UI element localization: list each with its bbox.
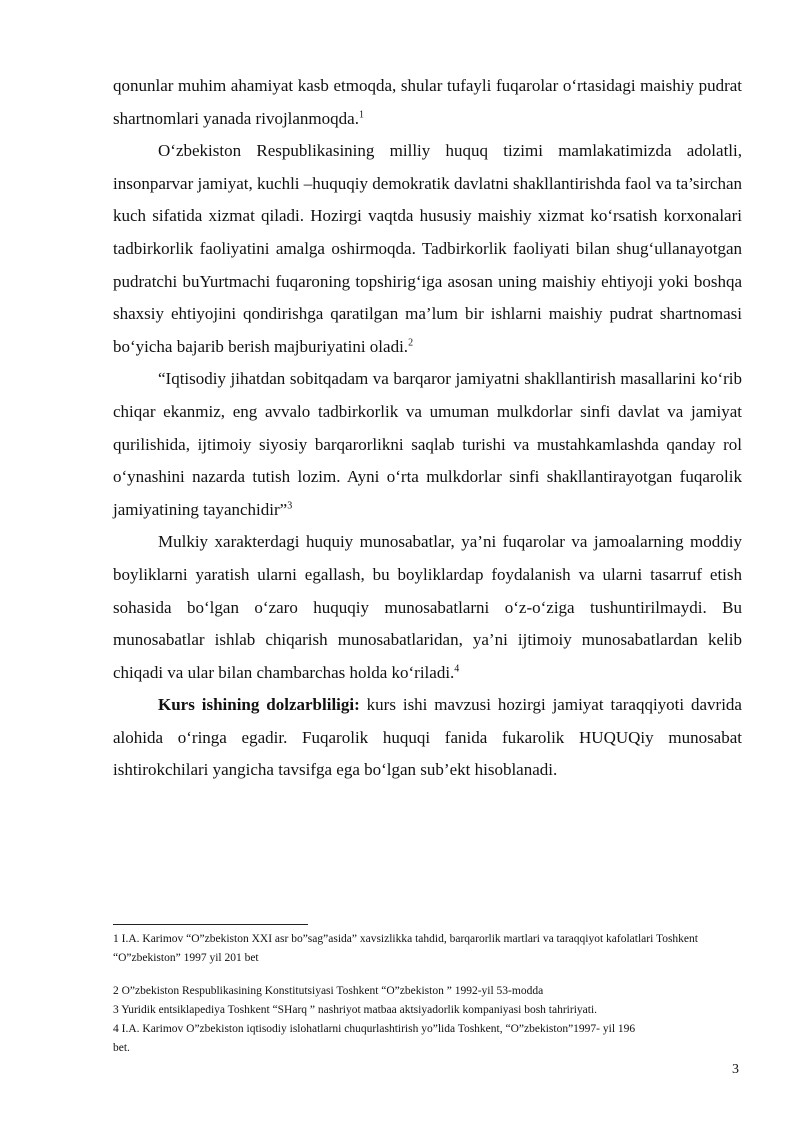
footnote-3: 3 Yuridik entsiklapediya Toshkent “SHarq ” nashriyot matbaa aktsiyadorlik kompaniyasi bosh tahririyati.	[113, 1004, 598, 1016]
footnote-2: 2 O”zbekiston Respublikasining Konstitutsiyasi Toshkent “O”zbekiston ” 1992-yil 53-modda	[113, 985, 544, 997]
section-heading-inline: Kurs ishining dolzarbliligi:	[158, 695, 360, 715]
paragraph-2	[113, 135, 742, 363]
paragraph-2-text: O‘zbekiston Respublikasining milliy huquq tizimi mamlakatimizda adolatli, insonparvar jamiyat, kuchli –huquqiy demokratik davlatni shakllantirishda faol va ta’sirchan kuch sifatida xizmat qiladi. Hozirgi vaqtda hususiy maishiy xizmat ko‘rsatish korxonalari tadbirkorlik faoliyatini amalga oshirmoqda. Tadbirkorlik faoliyati bilan shug‘ullanayotgan pudratchi buYurtmachi fuqaroning topshirig‘iga asosan uning maishiy ehtiyoji yoki boshqa shaxsiy ehtiyojini qondirishga qaratilgan ma’lum bir ishlarni maishiy pudrat shartnomasi bo‘yicha bajarib berish majburiyatini oladi.	[113, 141, 742, 356]
footnote-4-line-2: bet.	[113, 1042, 130, 1054]
paragraph-1-text: qonunlar muhim ahamiyat kasb etmoqda, shular tufayli fuqarolar o‘rtasidagi maishiy pudrat shartnomlari yanada rivojlanmoqda.	[113, 76, 742, 128]
footnote-ref-4: 4	[454, 663, 460, 675]
footnotes	[113, 930, 800, 1058]
footnote-ref-2: 2	[408, 337, 414, 349]
footnote-1-line-2: “O”zbekiston” 1997 yil 201 bet	[113, 952, 259, 964]
paragraph-1	[113, 70, 742, 135]
footnote-1-line-1: 1 I.A. Karimov “O”zbekiston XXI asr bo”sag”asida” xavsizlikka tahdid, barqarorlik martlari va taraqqiyot kafolatlari Toshkent	[113, 933, 698, 945]
footnote-4-line-1: 4 I.A. Karimov O”zbekiston iqtisodiy islohatlarni chuqurlashtirish yo”lida Toshkent, “O”zbekiston”1997- yil 196	[113, 1023, 636, 1035]
footnote-ref-3: 3	[287, 500, 293, 512]
paragraph-4	[113, 526, 742, 689]
footnote-ref-1: 1	[358, 108, 364, 120]
paragraph-3	[113, 363, 742, 526]
footnote-separator	[113, 924, 308, 925]
page-number: 3	[732, 1062, 739, 1077]
paragraph-4-text: Mulkiy xarakterdagi huquiy munosabatlar, ya’ni fuqarolar va jamoalarning moddiy boyliklarni yaratish ularni egallash, bu boyliklardap foydalanish va ularni tasarruf etish sohasida bo‘lgan o‘zaro huquqiy munosabatlarni o‘z-o‘ziga tushuntirilmaydi. Bu munosabatlar ishlab chiqarish munosabatlaridan, ya’ni ijtimoiy munosabatlardan kelib chiqadi va ular bilan chambarchas holda ko‘riladi.	[113, 532, 742, 682]
paragraph-5-text: kurs ishi mavzusi hozirgi jamiyat taraqqiyoti davrida alohida o‘ringa egadir. Fuqarolik huquqi fanida fukarolik HUQUQiy munosabat ishtirokchilari yangicha tavsifga ega bo‘lgan sub’ekt hisoblanadi.	[113, 695, 742, 780]
paragraph-5	[113, 689, 742, 787]
paragraph-3-text: “Iqtisodiy jihatdan sobitqadam va barqaror jamiyatni shakllantirish masallarini ko‘rib chiqar ekanmiz, eng avvalo tadbirkorlik va umuman mulkdorlar sinfi davlat va jamiyat qurilishida, ijtimoiy siyosiy barqarorlikni saqlab turishi va mustahkamlashda qanday rol o‘ynashini nazarda tutish lozim. Ayni o‘rta mulkdorlar sinfi shakllantirayotgan fuqarolik jamiyatining tayanchidir”	[113, 369, 742, 519]
body-text	[113, 70, 742, 787]
